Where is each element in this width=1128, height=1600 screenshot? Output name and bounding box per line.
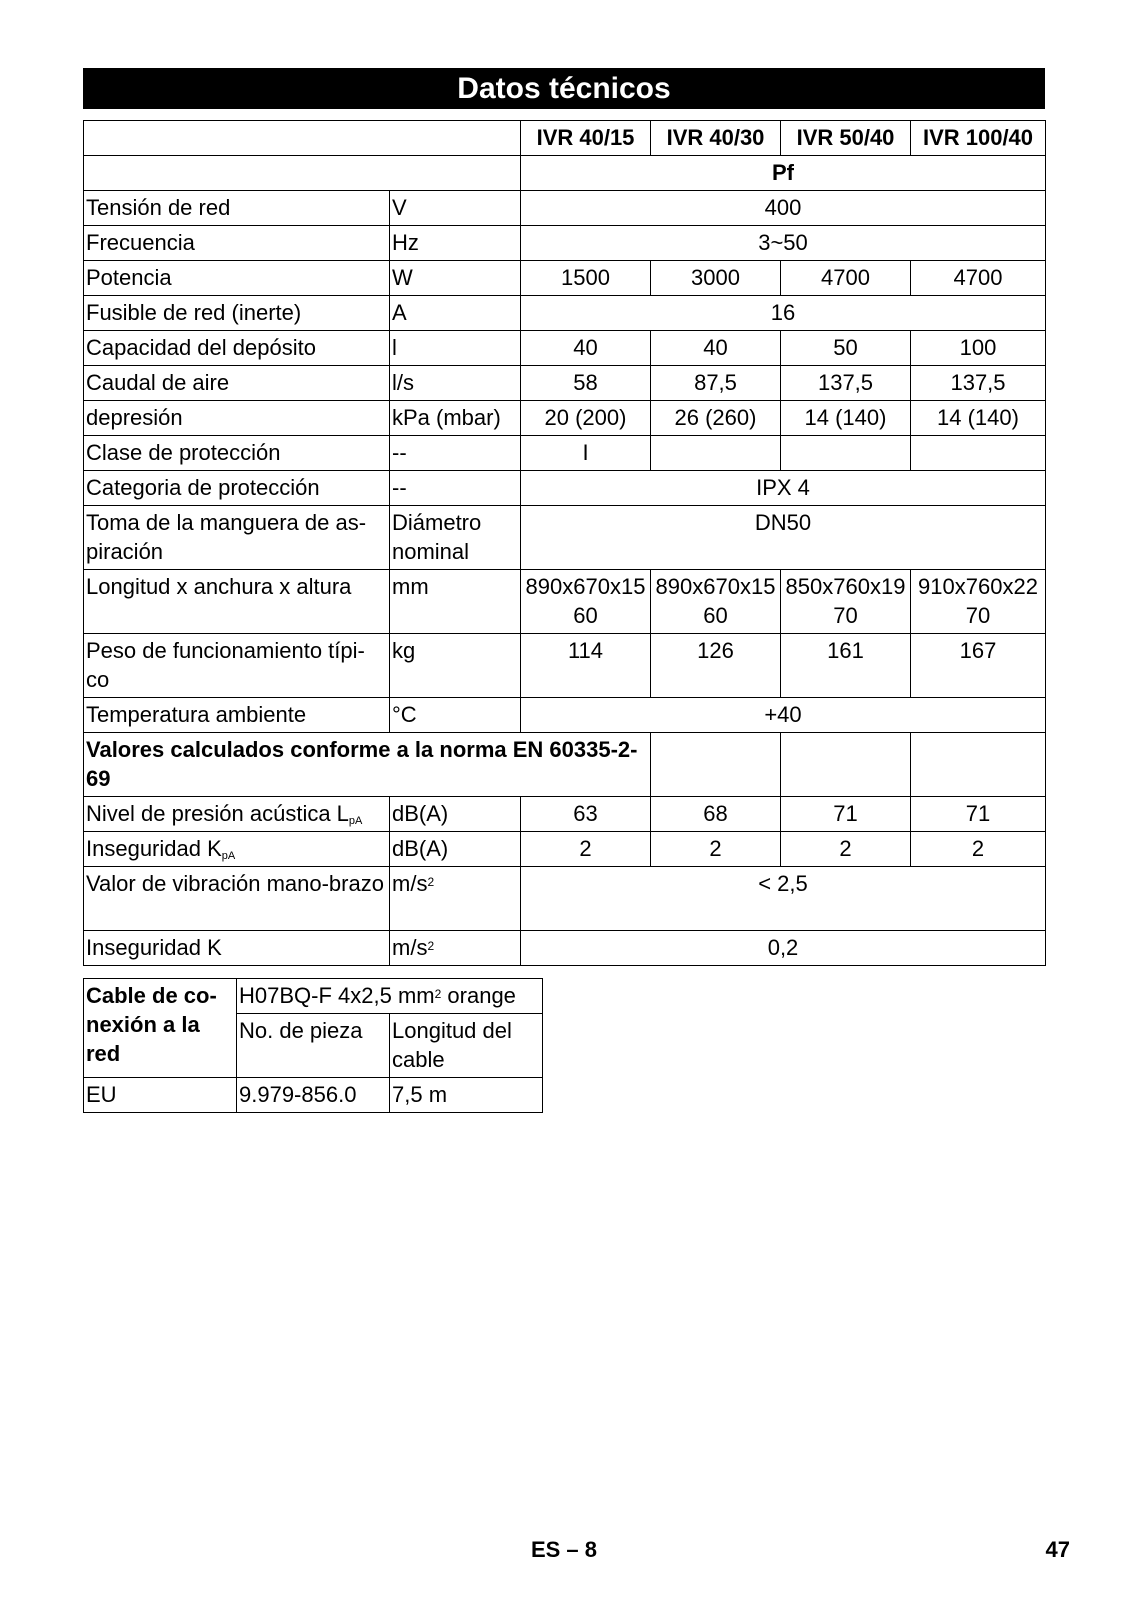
row-value: 1500 bbox=[521, 261, 651, 296]
row-value: 137,5 bbox=[781, 366, 911, 401]
row-label-text: Inseguridad K bbox=[86, 836, 222, 861]
row-unit: l bbox=[390, 331, 521, 366]
row-value: 71 bbox=[781, 797, 911, 832]
cable-length-header: Longitud del cable bbox=[390, 1014, 543, 1078]
row-label: depresión bbox=[84, 401, 390, 436]
table-row-vibration bbox=[84, 867, 1046, 931]
unit-text: m/s bbox=[392, 935, 428, 960]
row-value: 2 bbox=[781, 832, 911, 867]
row-value: 137,5 bbox=[911, 366, 1046, 401]
row-value: 40 bbox=[651, 331, 781, 366]
table-row-protection-category bbox=[84, 471, 1046, 506]
row-value: 2 bbox=[651, 832, 781, 867]
table-row-ambient-temp bbox=[84, 698, 1046, 733]
row-value: 910x760x2270 bbox=[911, 570, 1046, 634]
row-value: +40 bbox=[521, 698, 1046, 733]
table-row-fuse bbox=[84, 296, 1046, 331]
cable-row-type bbox=[84, 979, 543, 1014]
table-row-uncertainty-k bbox=[84, 931, 1046, 966]
row-value: 50 bbox=[781, 331, 911, 366]
row-value bbox=[781, 436, 911, 471]
row-unit: W bbox=[390, 261, 521, 296]
table-row-voltage bbox=[84, 191, 1046, 226]
row-value: IPX 4 bbox=[521, 471, 1046, 506]
row-value: 16 bbox=[521, 296, 1046, 331]
row-label bbox=[84, 797, 390, 832]
part-number-header: No. de pieza bbox=[237, 1014, 390, 1078]
table-row-power bbox=[84, 261, 1046, 296]
unit-superscript: 2 bbox=[427, 875, 435, 889]
row-value: 2 bbox=[911, 832, 1046, 867]
row-unit: Diámetro nominal bbox=[390, 506, 521, 570]
empty-cell bbox=[911, 733, 1046, 797]
row-unit: mm bbox=[390, 570, 521, 634]
row-value: 14 (140) bbox=[911, 401, 1046, 436]
row-value: 0,2 bbox=[521, 931, 1046, 966]
table-row-capacity bbox=[84, 331, 1046, 366]
table-row-frequency bbox=[84, 226, 1046, 261]
row-value: 26 (260) bbox=[651, 401, 781, 436]
header-empty-cell bbox=[84, 121, 521, 156]
cable-type-superscript: 2 bbox=[434, 987, 442, 1001]
model-header: IVR 40/15 bbox=[521, 121, 651, 156]
section-header: Valores calculados conforme a la norma EN 60335-2-69 bbox=[84, 733, 651, 797]
row-value: 20 (200) bbox=[521, 401, 651, 436]
cable-type-color: orange bbox=[441, 983, 516, 1008]
row-value: 126 bbox=[651, 634, 781, 698]
table-row-weight bbox=[84, 634, 1046, 698]
row-unit: dB(A) bbox=[390, 797, 521, 832]
row-value: 890x670x1560 bbox=[651, 570, 781, 634]
row-label: Inseguridad K bbox=[84, 931, 390, 966]
row-value: DN50 bbox=[521, 506, 1046, 570]
row-value: 14 (140) bbox=[781, 401, 911, 436]
connection-cable-table bbox=[83, 978, 543, 1113]
table-row-airflow bbox=[84, 366, 1046, 401]
row-label: Capacidad del depósito bbox=[84, 331, 390, 366]
region-cell: EU bbox=[84, 1078, 237, 1113]
row-value: 100 bbox=[911, 331, 1046, 366]
row-value: 63 bbox=[521, 797, 651, 832]
row-value: 3000 bbox=[651, 261, 781, 296]
model-header: IVR 40/30 bbox=[651, 121, 781, 156]
page-title: Datos técnicos bbox=[83, 68, 1045, 109]
row-label: Fusible de red (inerte) bbox=[84, 296, 390, 331]
row-value bbox=[651, 436, 781, 471]
row-label: Clase de protección bbox=[84, 436, 390, 471]
table-row-calc-header bbox=[84, 733, 1046, 797]
row-value: 3~50 bbox=[521, 226, 1046, 261]
row-label: Longitud x anchura x altura bbox=[84, 570, 390, 634]
row-value: 71 bbox=[911, 797, 1046, 832]
table-row-vacuum bbox=[84, 401, 1046, 436]
row-label-subscript: pA bbox=[348, 815, 363, 827]
variant-header: Pf bbox=[521, 156, 1046, 191]
row-unit: Hz bbox=[390, 226, 521, 261]
row-unit: -- bbox=[390, 471, 521, 506]
row-value: 87,5 bbox=[651, 366, 781, 401]
row-label: Frecuencia bbox=[84, 226, 390, 261]
model-header: IVR 100/40 bbox=[911, 121, 1046, 156]
row-label: Peso de funcionamiento típi-co bbox=[84, 634, 390, 698]
row-label-text: Nivel de presión acústica L bbox=[86, 801, 349, 826]
row-value bbox=[911, 436, 1046, 471]
row-unit bbox=[390, 867, 521, 931]
row-value: 161 bbox=[781, 634, 911, 698]
row-label: Caudal de aire bbox=[84, 366, 390, 401]
table-row-hose-connection bbox=[84, 506, 1046, 570]
row-value: 40 bbox=[521, 331, 651, 366]
technical-data-table bbox=[83, 120, 1046, 966]
cable-length-cell: 7,5 m bbox=[390, 1078, 543, 1113]
unit-text: m/s bbox=[392, 871, 428, 896]
table-row-dimensions bbox=[84, 570, 1046, 634]
row-unit: kPa (mbar) bbox=[390, 401, 521, 436]
cable-label: Cable de co-nexión a la red bbox=[84, 979, 237, 1078]
header-empty-cell bbox=[84, 156, 521, 191]
row-label: Toma de la manguera de as-piración bbox=[84, 506, 390, 570]
unit-superscript: 2 bbox=[427, 939, 435, 953]
table-row-sound-pressure bbox=[84, 797, 1046, 832]
row-label: Potencia bbox=[84, 261, 390, 296]
row-value: 400 bbox=[521, 191, 1046, 226]
row-value: 114 bbox=[521, 634, 651, 698]
empty-cell bbox=[781, 733, 911, 797]
row-unit: °C bbox=[390, 698, 521, 733]
row-label: Valor de vibración mano-brazo bbox=[84, 867, 390, 931]
row-label: Categoria de protección bbox=[84, 471, 390, 506]
row-unit bbox=[390, 931, 521, 966]
row-unit: dB(A) bbox=[390, 832, 521, 867]
part-number-cell: 9.979-856.0 bbox=[237, 1078, 390, 1113]
table-row-models bbox=[84, 121, 1046, 156]
row-value: I bbox=[521, 436, 651, 471]
row-value: 4700 bbox=[781, 261, 911, 296]
section-page-label: ES – 8 bbox=[530, 1537, 598, 1562]
model-header: IVR 50/40 bbox=[781, 121, 911, 156]
table-row-uncertainty-kpa bbox=[84, 832, 1046, 867]
row-value: 167 bbox=[911, 634, 1046, 698]
cable-row-eu bbox=[84, 1078, 543, 1113]
row-unit: -- bbox=[390, 436, 521, 471]
table-row-protection-class bbox=[84, 436, 1046, 471]
row-label bbox=[84, 832, 390, 867]
empty-cell bbox=[651, 733, 781, 797]
row-label: Tensión de red bbox=[84, 191, 390, 226]
row-unit: A bbox=[390, 296, 521, 331]
row-label-subscript: pA bbox=[221, 850, 236, 862]
row-value: < 2,5 bbox=[521, 867, 1046, 931]
row-unit: V bbox=[390, 191, 521, 226]
page-number: 47 bbox=[1045, 1537, 1070, 1562]
row-value: 850x760x1970 bbox=[781, 570, 911, 634]
cable-type bbox=[237, 979, 543, 1014]
row-value: 58 bbox=[521, 366, 651, 401]
row-value: 2 bbox=[521, 832, 651, 867]
row-value: 890x670x1560 bbox=[521, 570, 651, 634]
row-value: 68 bbox=[651, 797, 781, 832]
row-value: 4700 bbox=[911, 261, 1046, 296]
cable-type-text: H07BQ-F 4x2,5 mm bbox=[239, 983, 435, 1008]
row-label: Temperatura ambiente bbox=[84, 698, 390, 733]
row-unit: kg bbox=[390, 634, 521, 698]
row-unit: l/s bbox=[390, 366, 521, 401]
table-row-variant bbox=[84, 156, 1046, 191]
